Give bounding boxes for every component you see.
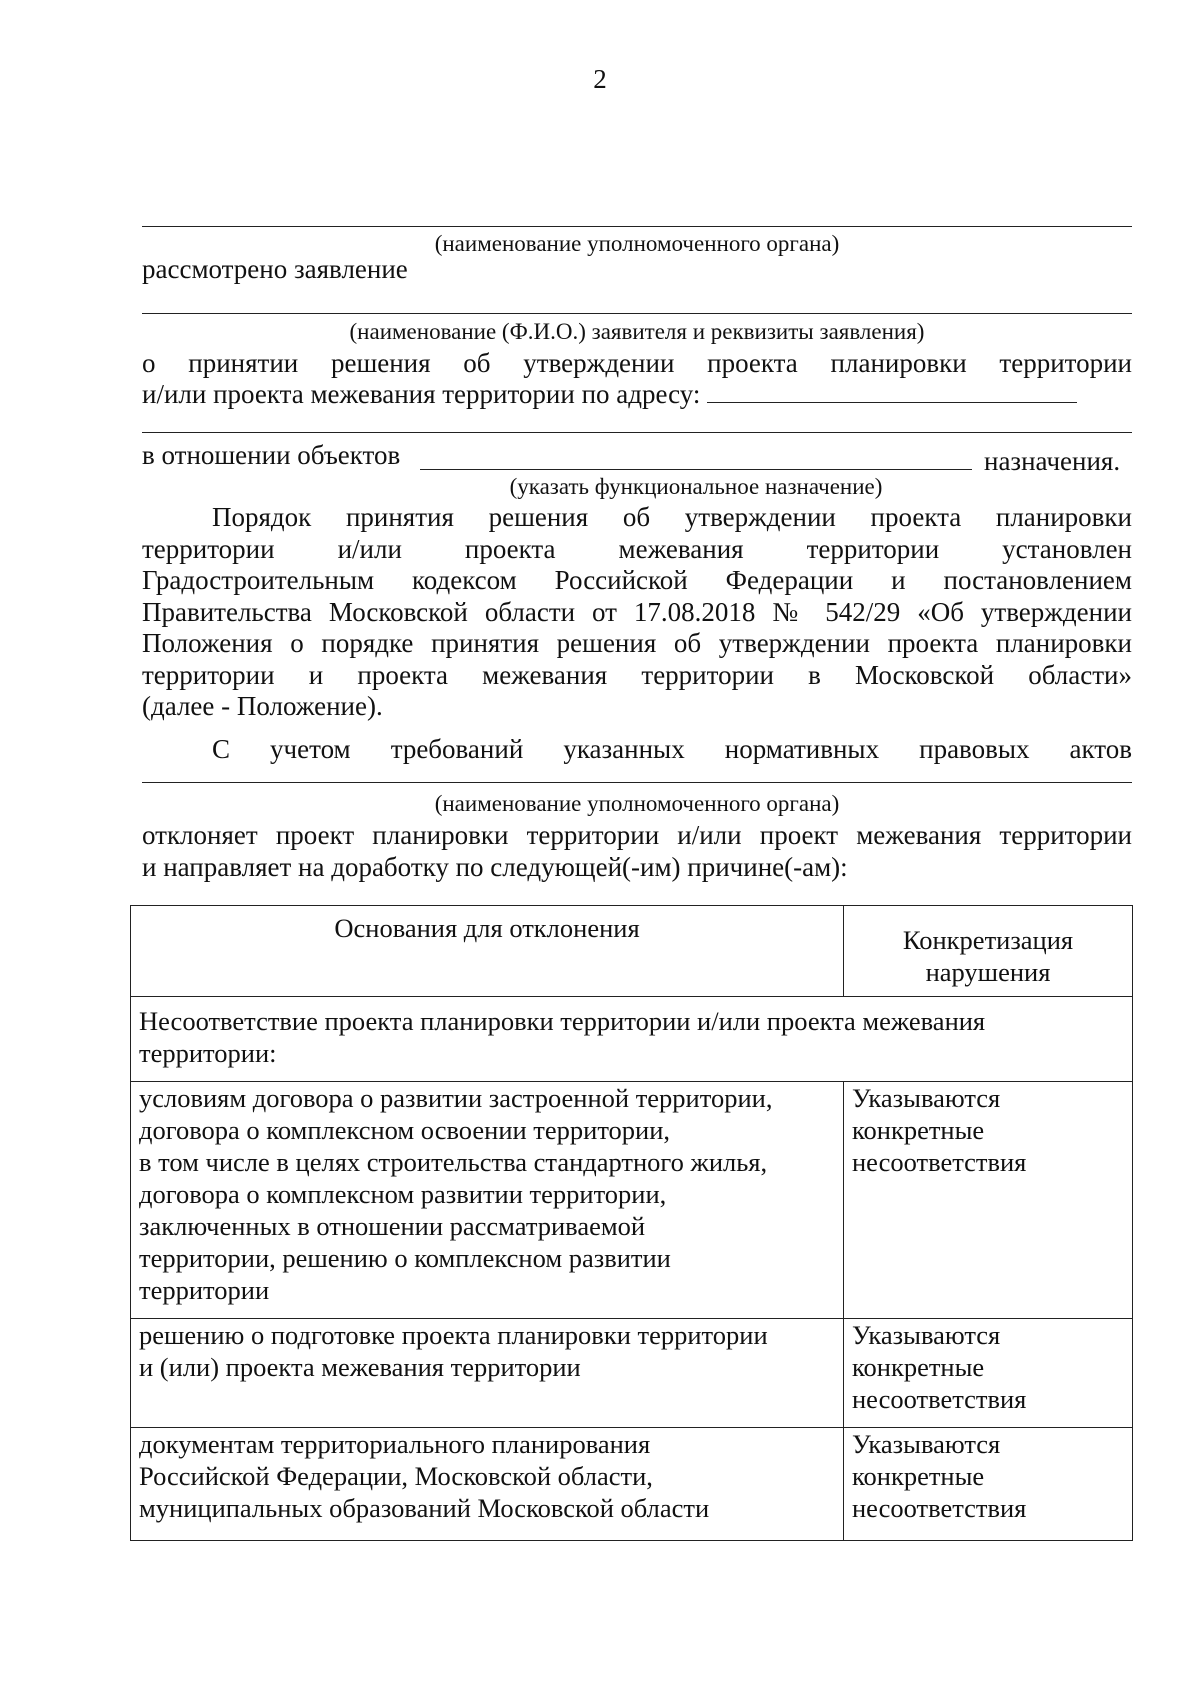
table-header-row (131, 906, 1133, 997)
decision-line-2 (142, 379, 1077, 409)
table-group-row (131, 997, 1133, 1082)
objects-prefix: в отношении объектов (142, 440, 401, 470)
authority-caption: (наименование уполномоченного органа) (434, 231, 840, 256)
reason-line: муниципальных образований Московской области (139, 1493, 710, 1523)
detail-line: несоответствия (852, 1384, 1027, 1414)
procedure-line: Градостроительным кодексом Российской Федерации и постановлением (142, 565, 1132, 595)
reason-line: Российской Федерации, Московской области, (139, 1461, 653, 1491)
authority-caption-2: (наименование уполномоченного органа) (434, 791, 840, 816)
reason-cell (131, 1082, 844, 1319)
decision-line-1: о принятии решения об утверждении проекта планировки территории (142, 348, 1132, 378)
address-blank (707, 380, 1077, 403)
reason-line: решению о подготовке проекта планировки территории (139, 1320, 768, 1350)
reason-line: территории (139, 1275, 270, 1305)
header-details: Конкретизация нарушения (844, 906, 1133, 997)
authority-blank-line (142, 226, 1132, 227)
rejects-line: и направляет на доработку по следующей(-им) причине(-ам): (142, 851, 848, 882)
reason-line: в том числе в целях строительства стандартного жилья, (139, 1147, 768, 1177)
reason-line: территории, решению о комплексном развитии (139, 1243, 671, 1273)
procedure-line: Положения о порядке принятия решения об утверждении проекта планировки (142, 628, 1132, 658)
reason-line: условиям договора о развитии застроенной территории, (139, 1083, 773, 1113)
group-row-text: Несоответствие проекта планировки территории и/или проекта межевания территории: (131, 997, 1133, 1082)
address-continuation-line (142, 432, 1132, 433)
rejection-reasons-table (130, 905, 1133, 1541)
procedure-line: Правительства Московской области от 17.08.2018 № 542/29 «Об утверждении (142, 596, 1132, 627)
authority-blank-line-2 (142, 782, 1132, 783)
function-blank-line (420, 469, 972, 470)
detail-cell (844, 1428, 1133, 1541)
detail-line: конкретные (852, 1461, 985, 1491)
reason-cell (131, 1428, 844, 1541)
procedure-line: территории и проекта межевания территории в Московской области» (142, 659, 1132, 690)
reason-line: и (или) проекта межевания территории (139, 1352, 581, 1382)
detail-line: несоответствия (852, 1493, 1027, 1523)
rejects-paragraph (142, 820, 1132, 883)
decision-line-2-text: и/или проекта межевания территории по адресу: (142, 379, 701, 409)
rejects-line: отклоняет проект планировки территории и/или проект межевания территории (142, 820, 1132, 850)
function-caption: (указать функциональное назначение) (509, 474, 883, 499)
table-row (131, 1082, 1133, 1319)
detail-cell (844, 1319, 1133, 1428)
considering-text: С учетом требований указанных нормативных правовых актов (212, 734, 1132, 764)
detail-line: Указываются (852, 1320, 1001, 1350)
reason-line: договора о комплексном освоении территории, (139, 1115, 671, 1145)
objects-suffix: назначения. (984, 446, 1121, 476)
header-reasons: Основания для отклонения (131, 906, 844, 997)
detail-line: несоответствия (852, 1147, 1027, 1177)
page-number: 2 (593, 64, 607, 94)
procedure-paragraph (142, 502, 1132, 723)
reason-line: заключенных в отношении рассматриваемой (139, 1211, 646, 1241)
detail-line: конкретные (852, 1352, 985, 1382)
reason-cell (131, 1319, 844, 1428)
table-row (131, 1319, 1133, 1428)
procedure-line: территории и/или проекта межевания территории установлен (142, 533, 1132, 564)
considered-text: рассмотрено заявление (142, 254, 408, 284)
detail-line: Указываются (852, 1429, 1001, 1459)
applicant-caption: (наименование (Ф.И.О.) заявителя и реквизиты заявления) (349, 319, 925, 344)
detail-line: Указываются (852, 1083, 1001, 1113)
detail-line: конкретные (852, 1115, 985, 1145)
table-row (131, 1428, 1133, 1541)
applicant-blank-line (142, 313, 1132, 314)
procedure-line: (далее - Положение). (142, 691, 383, 721)
detail-cell (844, 1082, 1133, 1319)
reason-line: документам территориального планирования (139, 1429, 651, 1459)
procedure-line: Порядок принятия решения об утверждении проекта планировки (212, 502, 1132, 532)
reason-line: договора о комплексном развитии территории, (139, 1179, 667, 1209)
